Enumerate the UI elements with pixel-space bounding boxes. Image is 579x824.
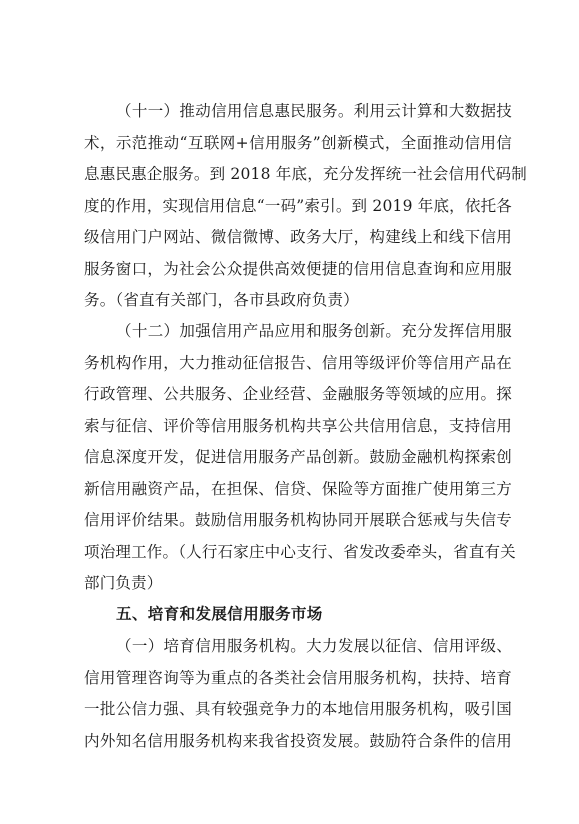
text-line: （十二）加强信用产品应用和服务创新。充分发挥信用服 — [116, 322, 512, 340]
section-heading: 五、培育和发展信用服务市场 — [116, 605, 323, 623]
text-line: 级信用门户网站、微信微博、政务大厅，构建线上和线下信用 — [84, 228, 512, 246]
text-line: 行政管理、公共服务、企业经营、金融服务等领域的应用。探 — [84, 385, 512, 403]
paragraph-section-12 — [84, 316, 516, 600]
paragraph-section-5-1 — [84, 631, 512, 757]
text-line: 信用评价结果。鼓励信用服务机构协同开展联合惩戒与失信专 — [84, 511, 512, 529]
text-line: 术，示范推动“互联网+信用服务”创新模式，全面推动信用信 — [84, 133, 512, 152]
text-line: 部门负责） — [84, 574, 163, 592]
text-line: 度的作用，实现信用信息“一码”索引。到 2019 年底，依托各 — [84, 196, 512, 215]
text-line: 内外知名信用服务机构来我省投资发展。鼓励符合条件的信用 — [84, 731, 512, 750]
paragraph-section-11 — [84, 96, 528, 317]
text-line: 务。（省直有关部门，各市县政府负责） — [84, 291, 359, 309]
text-line: 务机构作用，大力推动征信报告、信用等级评价等信用产品在 — [84, 353, 512, 372]
text-line: 息惠民惠企服务。到 2018 年底，充分发挥统一社会信用代码制 — [84, 165, 528, 183]
text-line: （一）培育信用服务机构。大力发展以征信、信用评级、 — [116, 637, 512, 655]
text-line: 信用管理咨询等为重点的各类社会信用服务机构，扶持、培育 — [84, 668, 512, 687]
text-line: 项治理工作。（人行石家庄中心支行、省发改委牵头，省直有关 — [84, 542, 516, 561]
text-line: 服务窗口，为社会公众提供高效便捷的信用信息查询和应用服 — [84, 259, 512, 278]
text-line: 信息深度开发，促进信用服务产品创新。鼓励金融机构探索创 — [84, 448, 512, 466]
chapter-heading-block — [84, 599, 512, 631]
text-line: 一批公信力强、具有较强竞争力的本地信用服务机构，吸引国 — [84, 700, 512, 718]
text-line: 索与征信、评价等信用服务机构共享公共信用信息，支持信用 — [84, 416, 512, 435]
text-line: 新信用融资产品，在担保、信贷、保险等方面推广使用第三方 — [84, 479, 512, 498]
text-line: （十一）推动信用信息惠民服务。利用云计算和大数据技 — [116, 102, 512, 120]
